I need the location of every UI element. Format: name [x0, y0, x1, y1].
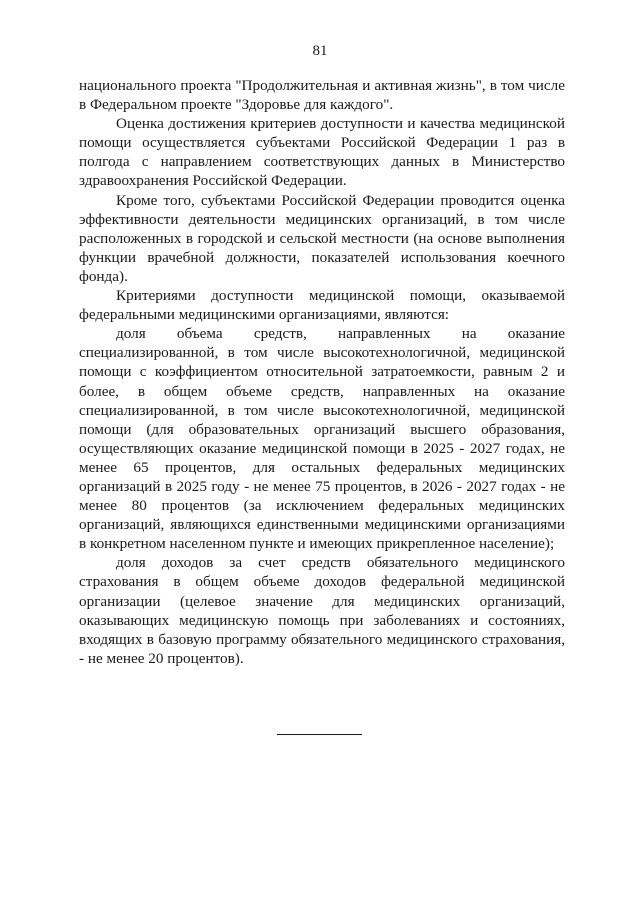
closing-divider — [277, 734, 362, 735]
paragraph-project-continuation: национального проекта "Продолжительная и активная жизнь", в том числе в Федеральном проекте "Здоровье для каждого". — [79, 77, 565, 114]
paragraph-insurance-income-share: доля доходов за счет средств обязательного медицинского страхования в общем объеме доходов федеральной медицинской организации (целевое значение для медицинских организаций, оказывающих медицинскую помощь при заболеваниях и состояниях, входящих в базовую программу обязательного медицинского страхования, - не менее 20 процентов). — [79, 554, 565, 667]
paragraph-efficiency-evaluation: Кроме того, субъектами Российской Федерации проводится оценка эффективности деятельности медицинских организаций, в том числе расположенных в городской и сельской местности (на основе выполнения функции врачебной должности, показателей использования коечного фонда). — [79, 191, 565, 285]
paragraph-high-tech-share: доля объема средств, направленных на оказание специализированной, в том числе высокотехнологичной, медицинской помощи с коэффициентом относительной затратоемкости, равным 2 и более, в общем объеме средств, направленных на оказание специализированной, в том числе высокотехнологичной, медицинской помощи (для образовательных организаций высшего образования, осуществляющих оказание медицинской помощи в 2025 - 2027 годах, не менее 65 процентов, для остальных федеральных медицинских организаций в 2025 году - не менее 75 процентов, в 2026 - 2027 годах - не менее 80 процентов (за исключением федеральных медицинских организаций, являющихся единственными медицинскими организациями в конкретном населенном пункте и имеющих прикрепленное население); — [79, 325, 565, 553]
paragraph-assessment-criteria: Оценка достижения критериев доступности и качества медицинской помощи осуществляется субъектами Российской Федерации 1 раз в полгода с направлением соответствующих данных в Министерство здравоохранения Российской Федерации. — [79, 115, 565, 190]
paragraph-federal-criteria-intro: Критериями доступности медицинской помощи, оказываемой федеральными медицинскими организациями, являются: — [79, 287, 565, 324]
page-number: 81 — [312, 43, 328, 59]
document-body — [79, 76, 565, 668]
